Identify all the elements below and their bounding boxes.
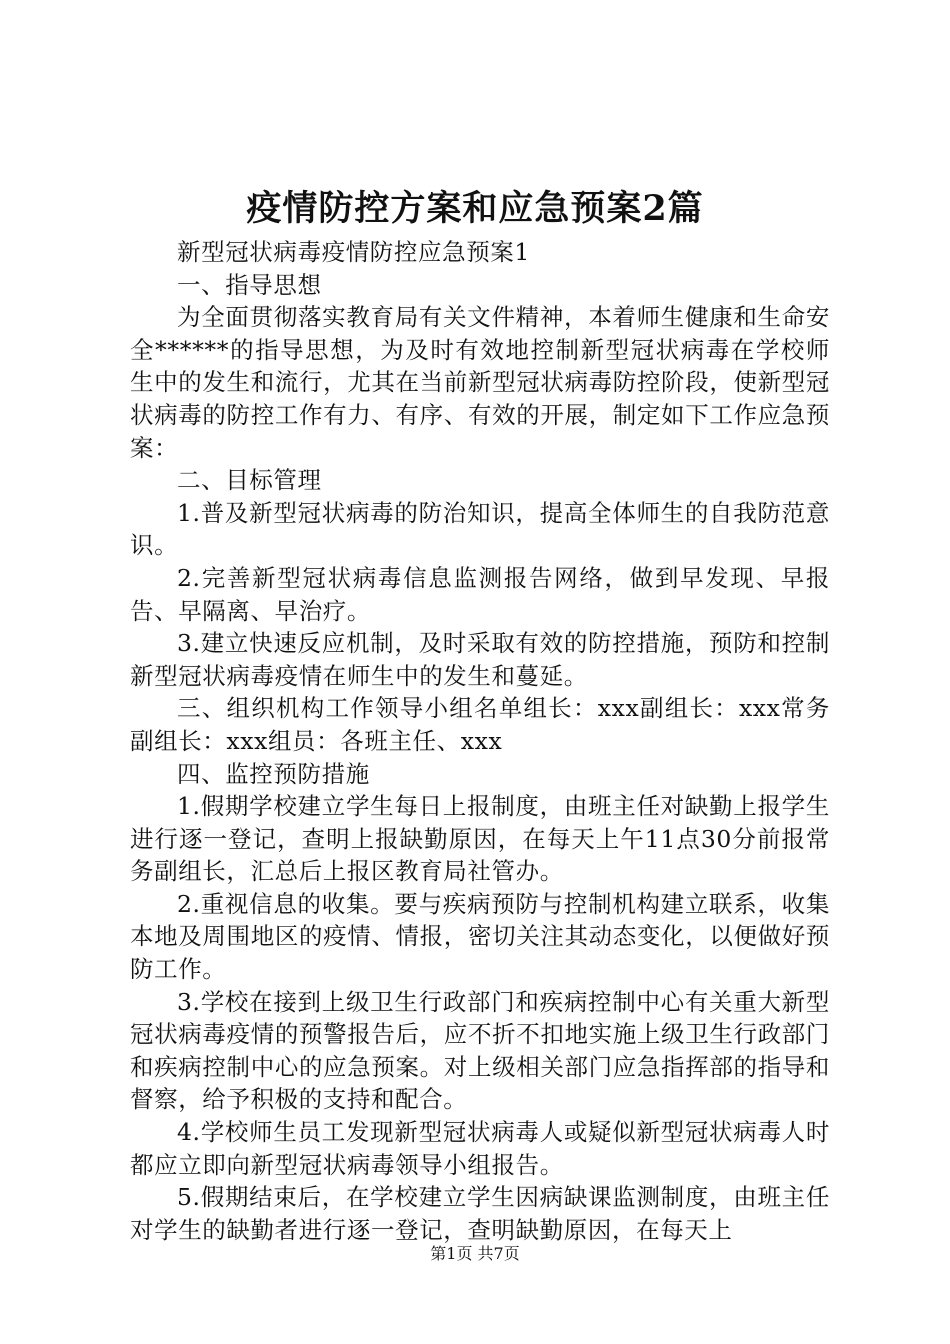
list-item: 1.假期学校建立学生每日上报制度，由班主任对缺勤上报学生进行逐一登记，查明上报缺勤原因，在每天上午11点30分前报常务副组长，汇总后上报区教育局社管办。 <box>130 792 830 886</box>
paragraph: 为全面贯彻落实教育局有关文件精神，本着师生健康和生命安全******的指导思想，为及时有效地控制新型冠状病毒在学校师生中的发生和流行，尤其在当前新型冠状病毒防控阶段，使新型冠状病毒的防控工作有力、有序、有效的开展，制定如下工作应急预案： <box>130 303 830 462</box>
section-subtitle: 新型冠状病毒疫情防控应急预案1 <box>177 238 530 266</box>
list-item: 5.假期结束后，在学校建立学生因病缺课监测制度，由班主任对学生的缺勤者进行逐一登记，查明缺勤原因，在每天上 <box>130 1183 830 1244</box>
list-item: 4.学校师生员工发现新型冠状病毒人或疑似新型冠状病毒人时都应立即向新型冠状病毒领导小组报告。 <box>130 1118 830 1179</box>
document-body <box>130 236 830 1246</box>
list-item: 2.完善新型冠状病毒信息监测报告网络，做到早发现、早报告、早隔离、早治疗。 <box>130 563 830 625</box>
list-item: 2.重视信息的收集。要与疾病预防与控制机构建立联系，收集本地及周围地区的疫情、情报，密切关注其动态变化，以便做好预防工作。 <box>130 889 830 984</box>
section-heading-organization: 三、组织机构工作领导小组名单组长：xxx副组长：xxx常务副组长：xxx组员：各班主任、xxx <box>130 694 830 755</box>
list-item: 3.建立快速反应机制，及时采取有效的防控措施，预防和控制新型冠状病毒疫情在师生中的发生和蔓延。 <box>130 629 830 690</box>
list-item: 3.学校在接到上级卫生行政部门和疾病控制中心有关重大新型冠状病毒疫情的预警报告后，应不折不扣地实施上级卫生行政部门和疾病控制中心的应急预案。对上级相关部门应急指挥部的指导和督察，给予积极的支持和配合。 <box>130 987 830 1114</box>
page-footer: 第1页 共7页 <box>430 1244 520 1263</box>
section-heading-guiding-ideology: 一、指导思想 <box>177 270 322 299</box>
section-heading-goal-management: 二、目标管理 <box>177 466 322 495</box>
list-item: 1.普及新型冠状病毒的防治知识，提高全体师生的自我防范意识。 <box>130 498 830 560</box>
section-heading-prevention-measures: 四、监控预防措施 <box>177 759 370 788</box>
document-title: 疫情防控方案和应急预案2篇 <box>246 188 704 229</box>
